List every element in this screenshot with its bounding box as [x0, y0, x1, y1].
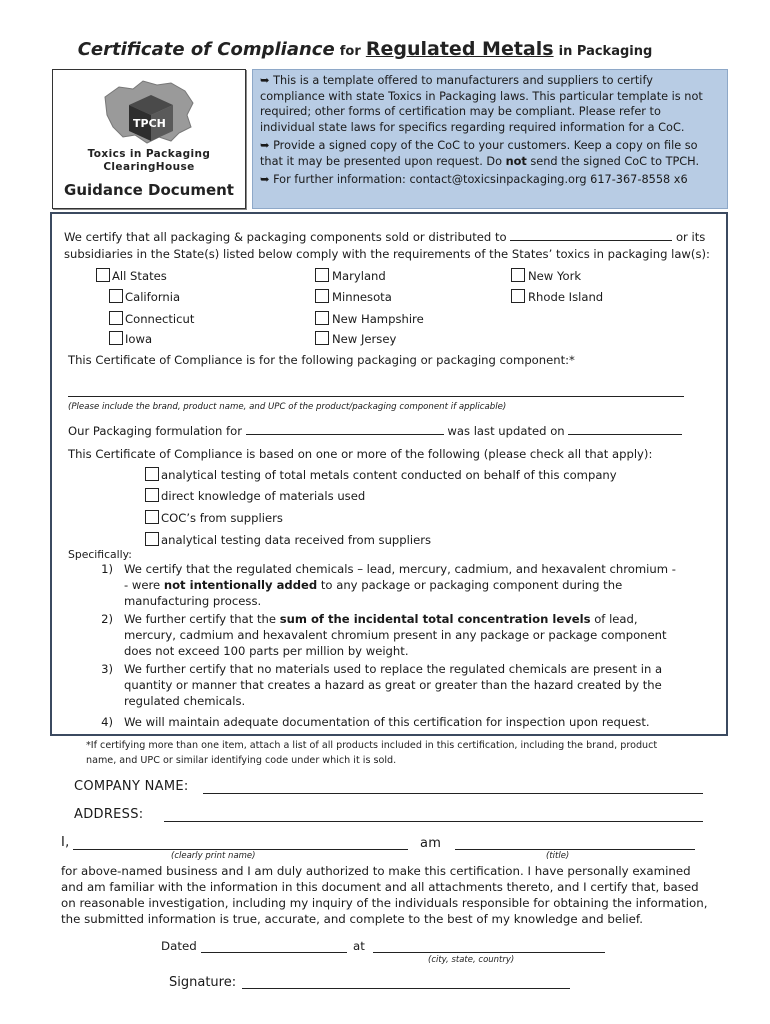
label-new-jersey: New Jersey — [332, 332, 397, 346]
info-bullet-2-bold: not — [505, 154, 527, 168]
item-2-text-b: of lead, mercury, cadmium and hexavalent chromium present in any package or package component does not exceed 100 parts per million by weight. — [124, 612, 667, 658]
checkbox-rhode-island[interactable] — [511, 289, 525, 303]
label-maryland: Maryland — [332, 269, 386, 283]
info-bullet-3 — [260, 172, 719, 188]
footnote: *If certifying more than one item, attach a list of all products included in this certification, including the brand, product name, and UPC or similar identifying code under which it is sold. — [86, 740, 658, 766]
guidance-document-label: Guidance Document — [64, 181, 234, 199]
item-1-bold: not intentionally added — [163, 578, 318, 592]
item-2-number: 2) — [101, 612, 113, 626]
component-line: This Certificate of Compliance is for the following packaging or packaging component:* — [68, 353, 575, 367]
formulation-text-a: Our Packaging formulation for — [68, 424, 243, 438]
component-field[interactable] — [68, 396, 684, 397]
arrow-bullet-icon: ➥ — [260, 139, 270, 152]
checkbox-california[interactable] — [109, 289, 123, 303]
info-bullet-1-text: This is a template offered to manufacturers and suppliers to certify compliance with state Toxics in Packaging laws. This particular template is not required; other forms of certification may be compliant. Please refer to individual state laws for specifics regarding required information for a CoC. — [260, 74, 703, 134]
info-bullet-2-text-a: Provide a signed copy of the CoC to your customers. Keep a copy on file so that it may be presented upon request. Do — [260, 139, 698, 168]
info-bullet-2-text-b: send the signed CoC to TPCH. — [530, 154, 700, 168]
certify-line-1-end: or its — [675, 230, 706, 244]
title-part-2: for — [339, 44, 361, 59]
label-new-york: New York — [528, 269, 582, 283]
item-2-bold: sum of the incidental total concentration levels — [279, 612, 591, 626]
logo-box — [52, 69, 246, 209]
logo-badge-text: TPCH — [133, 117, 166, 130]
label-basis-1: analytical testing of total metals content conducted on behalf of this company — [161, 468, 617, 482]
logo-line-1: Toxics in Packaging — [87, 148, 211, 160]
item-2-text-a: We further certify that the — [124, 612, 276, 626]
title-part-1: Certificate of Compliance — [77, 39, 335, 60]
item-2-text — [124, 611, 680, 659]
checkbox-connecticut[interactable] — [109, 311, 123, 325]
declaration-i: I, — [61, 835, 70, 850]
item-4-number: 4) — [101, 715, 113, 729]
component-hint: (Please include the brand, product name, and UPC of the product/packaging component if applicable) — [68, 402, 507, 412]
certify-line-2: subsidiaries in the State(s) listed below comply with the requirements of the States’ toxics in packaging law(s): — [64, 247, 710, 261]
item-3-text: We further certify that no materials used to replace the regulated chemicals are present in a quantity or manner that creates a hazard as great or greater than the hazard created by the regulated chemicals. — [124, 662, 663, 708]
checkbox-basis-3[interactable] — [145, 510, 159, 524]
checkbox-basis-1[interactable] — [145, 467, 159, 481]
checkbox-basis-2[interactable] — [145, 488, 159, 502]
item-4-text: We will maintain adequate documentation of this certification for inspection upon request. — [124, 715, 650, 729]
document-title — [0, 38, 730, 60]
formulation-text-b: was last updated on — [447, 424, 565, 438]
info-bullet-3-text: For further information: contact@toxicsinpackaging.org 617-367-8558 x6 — [273, 173, 688, 186]
place-hint: (city, state, country) — [428, 955, 515, 965]
label-all-states: All States — [112, 269, 167, 283]
arrow-bullet-icon: ➥ — [260, 173, 270, 186]
checkbox-maryland[interactable] — [315, 268, 329, 282]
label-basis-2: direct knowledge of materials used — [161, 489, 366, 503]
title-part-3: Regulated Metals — [365, 38, 554, 60]
item-1-text-a: We certify that the regulated chemicals – lead, mercury, cadmium, and hexavalent chromium -- were — [124, 562, 676, 592]
checkbox-new-hampshire[interactable] — [315, 311, 329, 325]
print-name-field[interactable] — [73, 849, 408, 850]
address-label: ADDRESS: — [74, 807, 144, 822]
checkbox-all-states[interactable] — [96, 268, 110, 282]
info-bullet-1 — [260, 73, 719, 135]
checkbox-basis-4[interactable] — [145, 532, 159, 546]
declaration-am: am — [420, 836, 442, 851]
basis-intro: This Certificate of Compliance is based on one or more of the following (please check all that apply): — [68, 447, 653, 461]
company-name-label: COMPANY NAME: — [74, 779, 189, 794]
formulation-date-field[interactable] — [568, 423, 682, 435]
date-field[interactable] — [201, 952, 347, 953]
print-name-hint: (clearly print name) — [171, 851, 256, 861]
item-1-text-b: to any package or packaging component during the manufacturing process. — [124, 578, 623, 608]
title-field[interactable] — [455, 849, 695, 850]
place-field[interactable] — [373, 952, 605, 953]
arrow-bullet-icon: ➥ — [260, 74, 270, 87]
label-basis-3: COC’s from suppliers — [161, 511, 283, 525]
formulation-field[interactable] — [246, 423, 444, 435]
label-iowa: Iowa — [125, 332, 153, 346]
label-rhode-island: Rhode Island — [528, 290, 604, 304]
address-field[interactable] — [164, 821, 703, 822]
label-california: California — [125, 290, 181, 304]
checkbox-new-jersey[interactable] — [315, 331, 329, 345]
dated-label: Dated — [161, 939, 197, 953]
item-1-text — [124, 561, 680, 609]
item-3-number: 3) — [101, 662, 113, 676]
label-connecticut: Connecticut — [125, 312, 195, 326]
specifically-label: Specifically: — [68, 548, 132, 561]
label-new-hampshire: New Hampshire — [332, 312, 424, 326]
company-name-field[interactable] — [203, 793, 703, 794]
dated-at: at — [353, 939, 365, 953]
checkbox-minnesota[interactable] — [315, 289, 329, 303]
title-part-4: in Packaging — [558, 44, 653, 59]
info-bullet-2 — [260, 138, 719, 169]
info-box — [252, 69, 728, 209]
signature-field[interactable] — [242, 988, 570, 989]
signature-label: Signature: — [169, 975, 237, 990]
certify-line-1-text: We certify that all packaging & packaging components sold or distributed to — [64, 230, 507, 244]
certify-line-1 — [64, 229, 705, 245]
label-basis-4: analytical testing data received from suppliers — [161, 533, 432, 547]
distributor-field[interactable] — [510, 229, 672, 241]
declaration-body: for above-named business and I am duly authorized to make this certification. I have personally examined and am familiar with the information in this document and all attachments thereto, and I certify that, based on reasonable investigation, including my inquiry of the individuals responsible for obtaining the information, the submitted information is true, accurate, and complete to the best of my knowledge and belief. — [61, 864, 708, 926]
item-1-number: 1) — [101, 562, 113, 576]
tpch-logo-icon — [99, 75, 199, 147]
checkbox-new-york[interactable] — [511, 268, 525, 282]
label-minnesota: Minnesota — [332, 290, 392, 304]
formulation-line — [68, 423, 682, 439]
title-hint: (title) — [546, 851, 570, 861]
checkbox-iowa[interactable] — [109, 331, 123, 345]
logo-line-2: ClearingHouse — [103, 161, 195, 173]
